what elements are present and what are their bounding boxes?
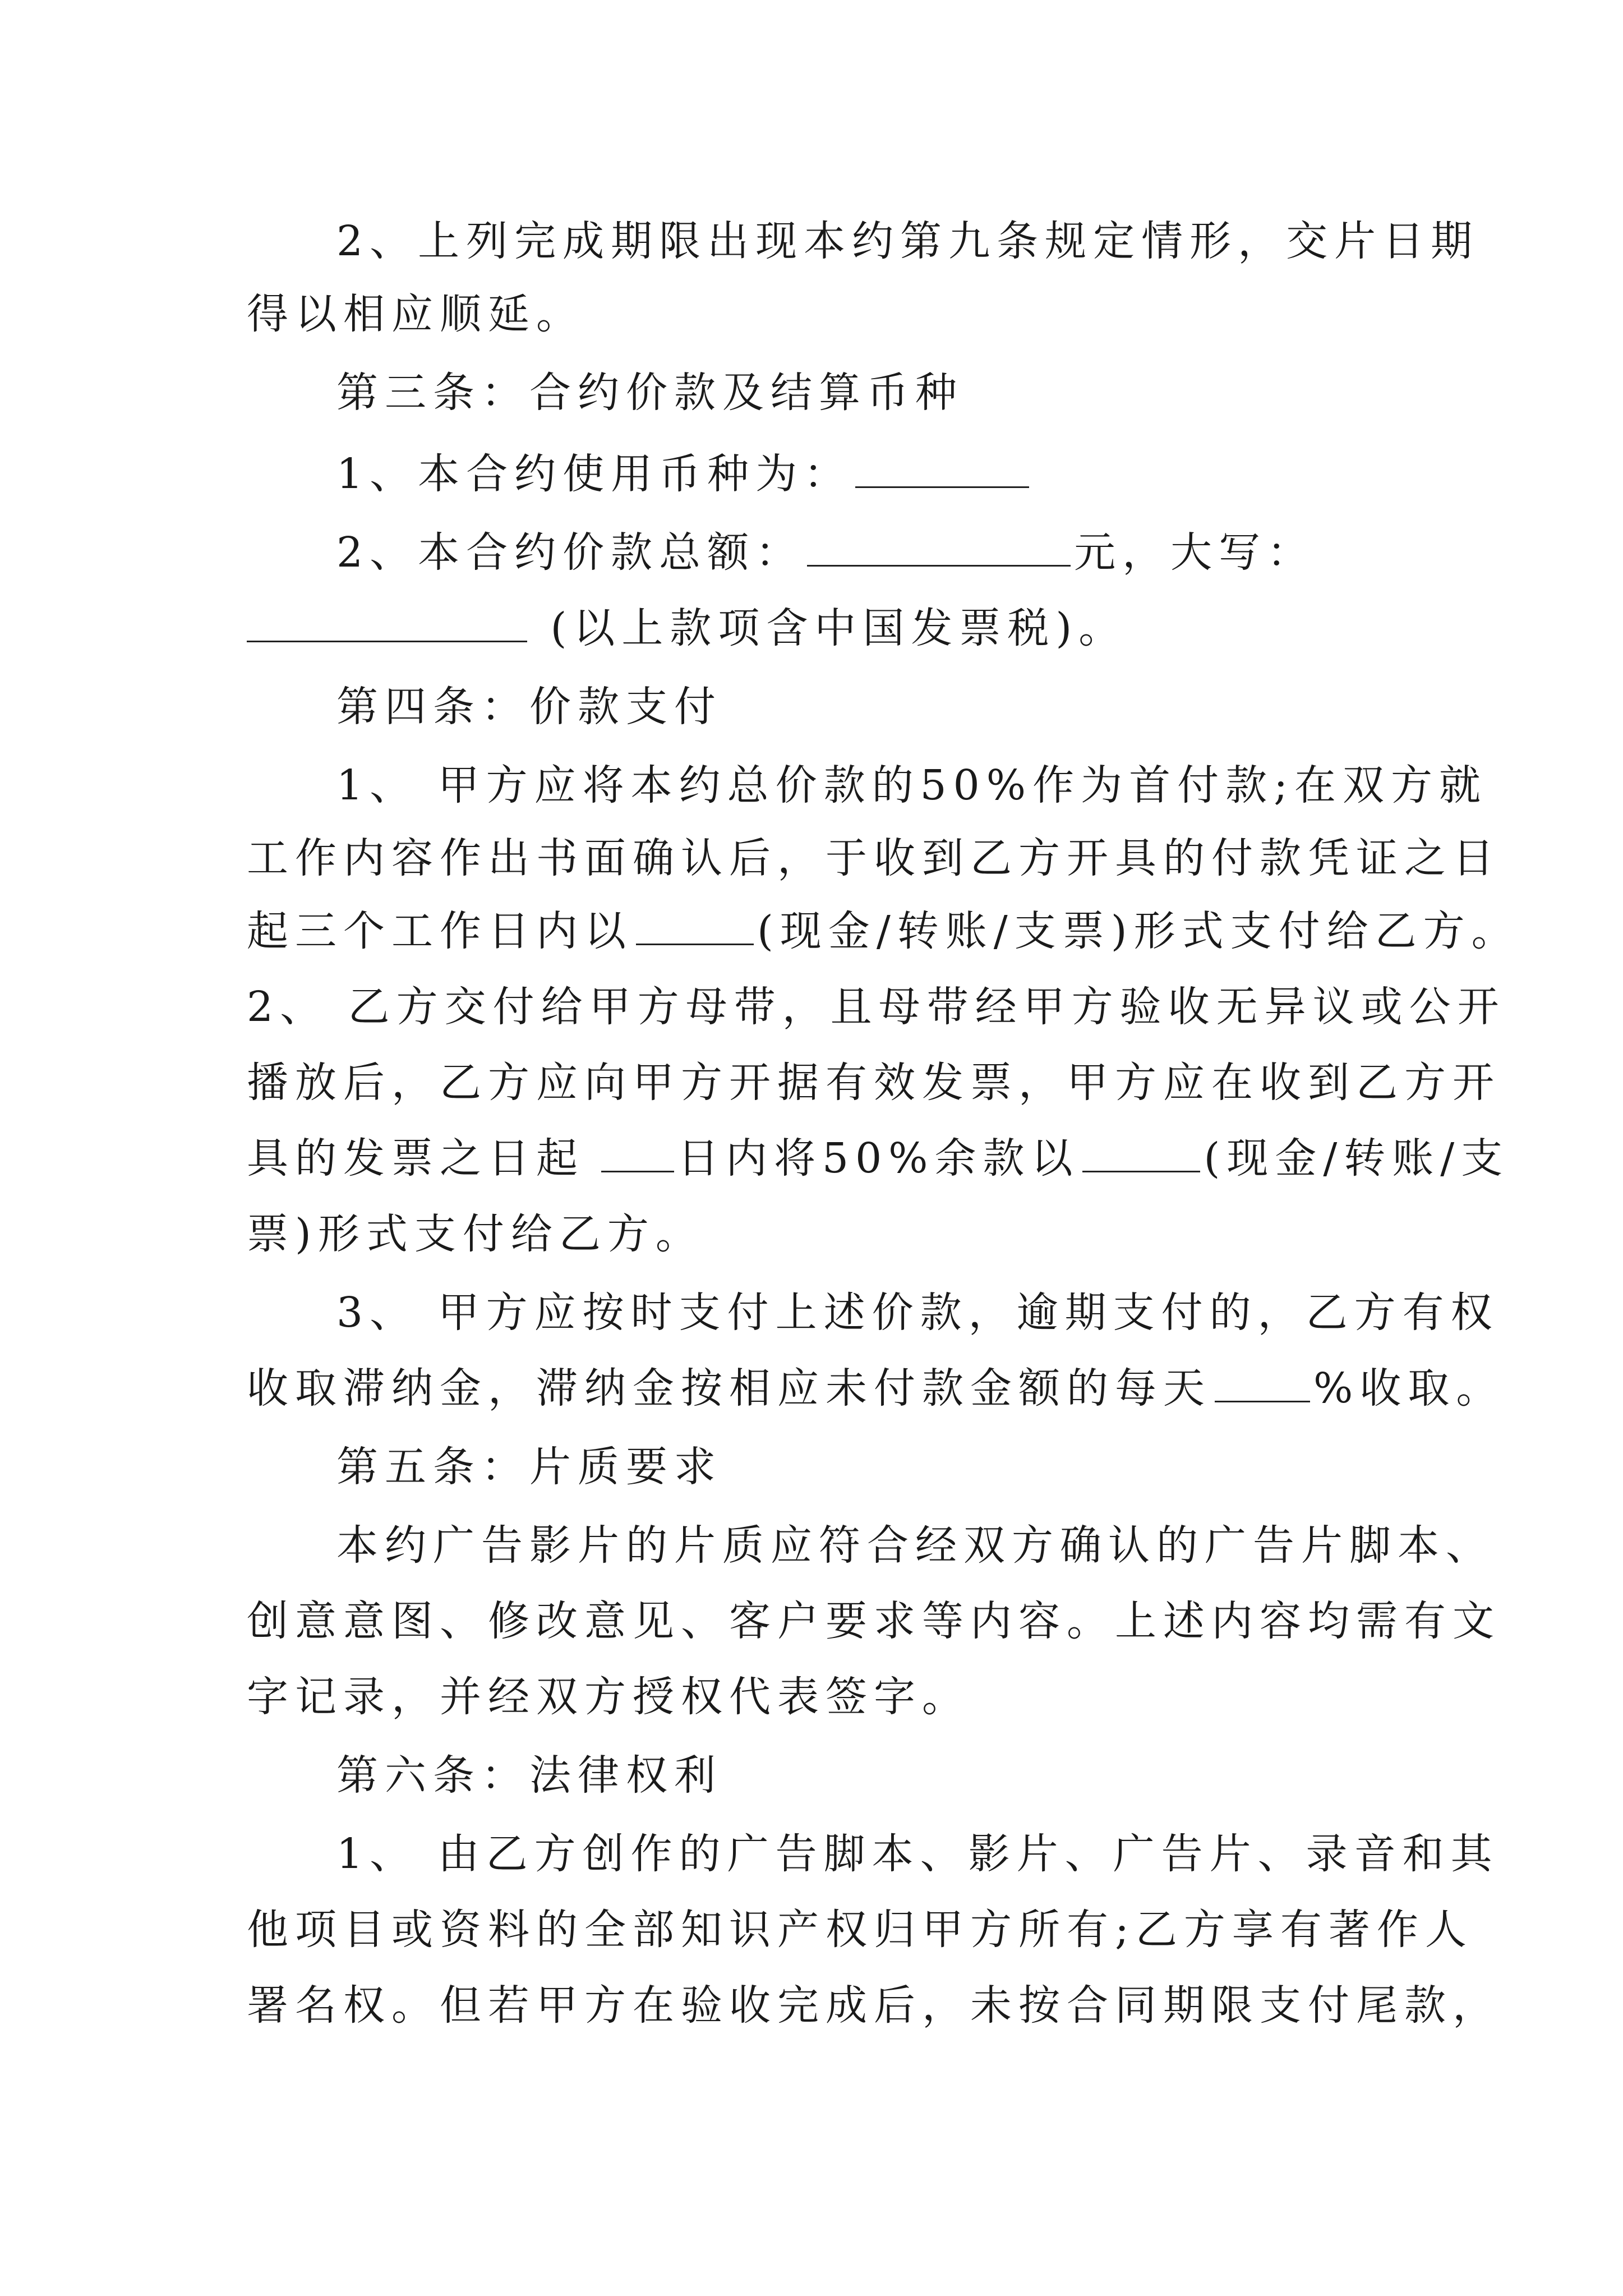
paragraph-line [247, 600, 1424, 656]
text: 第六条：法律权利 [336, 1751, 722, 1800]
paragraph-line [247, 1593, 1501, 1649]
fill-in-blank[interactable] [1215, 1364, 1310, 1402]
section-heading-6 [336, 1747, 1514, 1803]
paragraph-line [247, 979, 1506, 1035]
paragraph-line [247, 1360, 1505, 1416]
text: 2、本合约价款总额： [336, 528, 804, 577]
section-heading-5 [336, 1439, 1514, 1495]
text: 本约广告影片的片质应符合经双方确认的广告片脚本、 [336, 1521, 1494, 1570]
paragraph-line [336, 1826, 1514, 1882]
text: 第三条：合约价款及结算币种 [336, 369, 963, 417]
text: 创意意图、修改意见、客户要求等内容。上述内容均需有文 [247, 1597, 1501, 1645]
paragraph-line [247, 1055, 1501, 1111]
paragraph-line [247, 1130, 1510, 1186]
text: 日内将50%余款以 [677, 1134, 1080, 1182]
text: 2、上列完成期限出现本约第九条规定情形，交片日期 [336, 217, 1479, 265]
paragraph-line [247, 1902, 1473, 1958]
paragraph-line [336, 213, 1514, 269]
fill-in-blank[interactable] [636, 907, 754, 945]
text: 1、 由乙方创作的广告脚本、影片、广告片、录音和其 [336, 1830, 1499, 1878]
text: 起三个工作日内以 [247, 907, 633, 955]
text: 第五条：片质要求 [336, 1443, 722, 1491]
text: 收取滞纳金，滞纳金按相应未付款金额的每天 [247, 1364, 1211, 1412]
paragraph-line [336, 524, 1514, 581]
text: 得以相应顺延。 [247, 290, 584, 338]
text: (现金/转账/支 [1204, 1134, 1510, 1182]
paragraph-line [247, 903, 1520, 959]
paragraph-line [336, 446, 1514, 502]
text: 第四条：价款支付 [336, 683, 722, 731]
fill-in-blank[interactable] [1082, 1134, 1200, 1172]
text: 1、本合约使用币种为： [336, 450, 852, 498]
fill-in-blank[interactable] [247, 604, 527, 642]
section-heading-4 [336, 679, 1514, 735]
text: %收取。 [1313, 1364, 1505, 1412]
paragraph-line [336, 1517, 1514, 1573]
fill-in-blank[interactable] [855, 449, 1029, 488]
fill-in-blank[interactable] [807, 528, 1071, 567]
section-heading-3 [336, 365, 1514, 421]
text: 署名权。但若甲方在验收完成后，未按合同期限支付尾款， [247, 1981, 1501, 2030]
text: (以上款项含中国发票税)。 [550, 604, 1127, 652]
text: 3、 甲方应按时支付上述价款，逾期支付的，乙方有权 [336, 1289, 1499, 1337]
text: 他项目或资料的全部知识产权归甲方所有;乙方享有著作人 [247, 1906, 1473, 1954]
text: 工作内容作出书面确认后，于收到乙方开具的付款凭证之日 [247, 834, 1501, 882]
paragraph-line [247, 1669, 1424, 1725]
text: 播放后，乙方应向甲方开据有效发票，甲方应在收到乙方开 [247, 1059, 1501, 1107]
text: 字记录，并经双方授权代表签字。 [247, 1673, 970, 1721]
text: 1、 甲方应将本约总价款的50%作为首付款;在双方就 [336, 761, 1488, 809]
paragraph-line [247, 286, 1424, 342]
fill-in-blank[interactable] [601, 1134, 674, 1172]
text: 2、 乙方交付给甲方母带，且母带经甲方验收无异议或公开 [247, 983, 1506, 1031]
text: 具的发票之日起 [247, 1134, 584, 1182]
paragraph-line [247, 1977, 1501, 2033]
paragraph-line [336, 757, 1514, 813]
text: (现金/转账/支票)形式支付给乙方。 [757, 907, 1520, 955]
text: 元，大写： [1074, 528, 1316, 577]
text: 票)形式支付给乙方。 [247, 1210, 704, 1258]
paragraph-line [247, 1206, 1424, 1262]
paragraph-line [247, 830, 1501, 886]
paragraph-line [336, 1285, 1514, 1341]
